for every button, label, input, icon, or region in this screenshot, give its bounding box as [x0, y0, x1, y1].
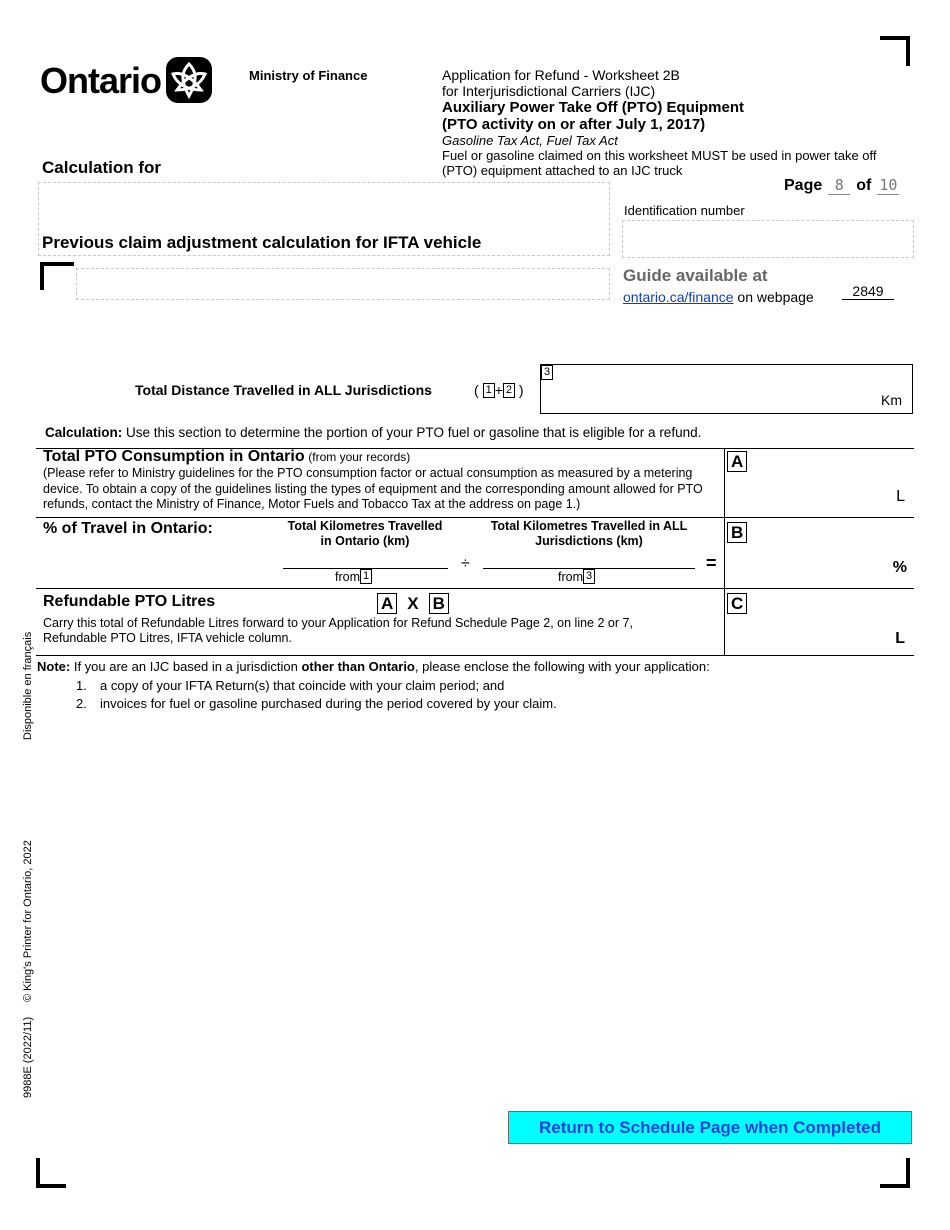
corner-mark-bottom-left [36, 1184, 66, 1188]
col2-header-line2: Jurisdictions (km) [535, 534, 643, 548]
total-distance-box-number: 3 [541, 365, 553, 380]
corner-mark-mid-left [40, 262, 74, 266]
note-item-num: 1. [76, 678, 87, 693]
section-a-desc-2: device. To obtain a copy of the guidelines listing the types of equipment and the corresponding amount allowed for PTO [43, 481, 703, 496]
percent-unit: % [892, 559, 907, 576]
note-item-num: 2. [76, 696, 87, 711]
section-c-desc-2: Refundable PTO Litres, IFTA vehicle column. [43, 631, 292, 645]
logo-wordmark: Ontario [40, 60, 162, 101]
webpage-number: 2849 [842, 283, 894, 300]
ministry-name: Ministry of Finance [249, 68, 368, 83]
section-c-formula [377, 593, 449, 614]
identification-label: Identification number [624, 203, 745, 218]
corner-mark-bottom-right-v [906, 1158, 910, 1188]
page-current[interactable]: 8 [828, 176, 850, 195]
guide-link[interactable]: ontario.ca/finance [623, 289, 734, 305]
paren-open: ( [474, 382, 483, 398]
equals-sign: = [706, 553, 717, 573]
from-1-ref [335, 569, 372, 584]
section-a-description [43, 466, 723, 513]
note-line [37, 659, 710, 674]
box-a-label: A [727, 451, 747, 472]
box-c-label: C [727, 593, 747, 614]
col2-header-line1: Total Kilometres Travelled in ALL [490, 519, 688, 533]
note-item [76, 695, 557, 713]
trillium-icon [165, 56, 213, 107]
formula-box-a: A [377, 593, 397, 614]
section-a-desc-3: refunds, contact the Ministry of Finance, Motor Fuels and Tobacco Tax at the address on page 1.) [43, 497, 581, 511]
form-acts: Gasoline Tax Act, Fuel Tax Act [442, 133, 618, 148]
form-number: 9988E (2022/11) [22, 1016, 34, 1098]
section-a-desc-1: (Please refer to Ministry guidelines for the PTO consumption factor or actual consumption as measured by a metering [43, 466, 693, 480]
form-line-1: Application for Refund - Worksheet 2B [442, 67, 680, 83]
total-distance-formula [474, 382, 524, 398]
calculation-lead: Calculation: [45, 425, 123, 440]
plus-sign: + [494, 382, 503, 398]
section-c-description [43, 616, 723, 646]
section-a-header [43, 448, 410, 466]
from-box-3: 3 [583, 569, 595, 584]
from-label-1: from [335, 569, 360, 584]
section-b-input[interactable] [725, 518, 913, 587]
ref-box-1: 1 [483, 383, 495, 398]
ref-box-2: 2 [503, 383, 515, 398]
corner-mark-mid-left-v [40, 262, 44, 290]
identification-number-input[interactable] [622, 220, 914, 258]
francais-notice: Disponible en français [22, 631, 34, 740]
page-of-label: of [856, 177, 872, 194]
ontario-logo [40, 56, 213, 106]
from-3-ref [558, 569, 595, 584]
total-distance-label: Total Distance Travelled in ALL Jurisdictions [135, 382, 432, 398]
section-a-input[interactable] [725, 449, 913, 516]
col1-header-line1: Total Kilometres Travelled [287, 519, 443, 533]
multiply-sign: X [407, 593, 419, 613]
guide-link-line [623, 289, 814, 305]
note-item-text: invoices for fuel or gasoline purchased during the period covered by your claim. [100, 696, 557, 711]
section-c-desc-1: Carry this total of Refundable Litres forward to your Application for Refund Schedule Page 2, on line 2 or 7, [43, 616, 633, 630]
on-webpage-text: on webpage [737, 289, 814, 305]
corner-mark-top-right-v [906, 36, 910, 66]
section-c-title: Refundable PTO Litres [43, 593, 216, 610]
section-a-subtitle: (from your records) [308, 450, 411, 464]
return-to-schedule-button[interactable]: Return to Schedule Page when Completed [508, 1111, 912, 1144]
page-total: 10 [879, 176, 898, 194]
form-line-2: for Interjurisdictional Carriers (IJC) [442, 83, 656, 99]
km-unit: Km [881, 392, 902, 408]
secondary-calc-field[interactable] [76, 268, 610, 300]
page-label: Page [784, 177, 823, 194]
col1-header-line2: in Ontario (km) [320, 534, 410, 548]
note-list [76, 677, 557, 713]
col1-header [280, 519, 450, 549]
corner-mark-bottom-left-v [36, 1158, 40, 1188]
from-label-3: from [558, 569, 583, 584]
box-b-label: B [727, 522, 747, 543]
page-indicator [784, 176, 899, 195]
note-item-text: a copy of your IFTA Return(s) that coincide with your claim period; and [100, 678, 505, 693]
section-a-title: Total PTO Consumption in Ontario [43, 448, 305, 465]
section-c-unit: L [895, 630, 905, 647]
form-notice-1: Fuel or gasoline claimed on this worksheet MUST be used in power take off [442, 148, 877, 163]
total-distance-input[interactable] [540, 364, 913, 414]
note-bold: other than Ontario [301, 659, 415, 674]
calculation-for-value: Previous claim adjustment calculation for IFTA vehicle [42, 233, 482, 252]
section-a-unit: L [896, 488, 905, 505]
calculation-for-label: Calculation for [42, 158, 162, 177]
form-notice-2: (PTO) equipment attached to an IJC truck [442, 163, 683, 178]
form-title-1: Auxiliary Power Take Off (PTO) Equipment [442, 99, 744, 116]
note-text-2: , please enclose the following with your application: [414, 659, 710, 674]
form-title-2: (PTO activity on or after July 1, 2017) [442, 116, 706, 133]
note-text-1: If you are an IJC based in a jurisdiction [73, 659, 298, 674]
section-b-title: % of Travel in Ontario: [43, 520, 213, 537]
formula-box-b: B [429, 593, 449, 614]
calculation-description [45, 425, 701, 440]
col2-header [478, 519, 700, 549]
copyright-notice: © King's Printer for Ontario, 2022 [22, 840, 34, 1002]
note-lead: Note: [37, 659, 71, 674]
from-box-1: 1 [360, 569, 372, 584]
section-c-input[interactable] [725, 589, 913, 654]
form-header [442, 67, 877, 178]
note-item [76, 677, 557, 695]
paren-close: ) [515, 382, 524, 398]
guide-label: Guide available at [623, 266, 768, 285]
calculation-text: Use this section to determine the portion of your PTO fuel or gasoline that is eligible for a refund. [126, 425, 702, 440]
divide-sign: ÷ [461, 555, 470, 572]
table-line-bottom [36, 655, 914, 656]
